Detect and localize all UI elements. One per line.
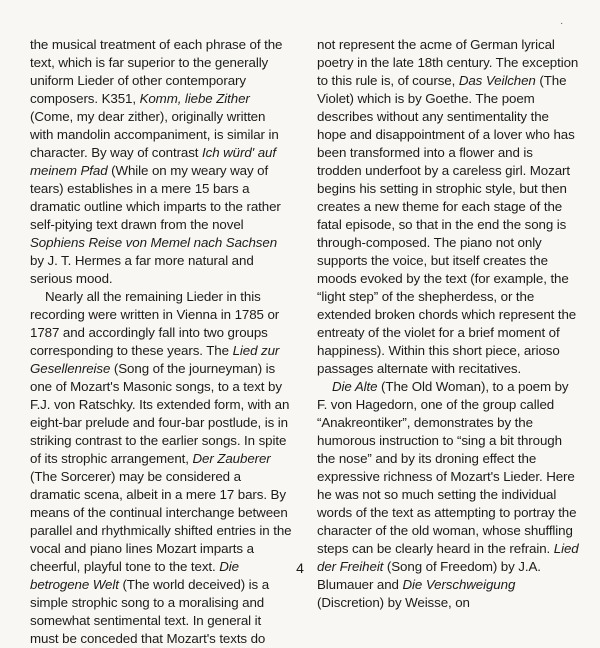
italic-title: Die Alte	[332, 379, 378, 394]
text-run: (While on my weary way of tears) establishes in a mere 15 bars a dramatic outline which imparts to the rather self-pitying text drawn from the novel	[30, 163, 281, 232]
text-run: (Come, my dear zither), originally written with mandolin accompaniment, is similar in character. By way of contrast	[30, 109, 279, 160]
text-run: by J. T. Hermes a far more natural and serious mood.	[30, 253, 254, 286]
text-run: Nearly all the remaining Lieder in this recording were written in Vienna in 1785 or 1787 and accordingly fall into two groups corresponding to these years. The	[30, 289, 280, 358]
text-run: (Song of Freedom) by J.A. Blumauer and	[317, 559, 541, 592]
text-run: (The Violet) which is by Goethe. The poem describes without any sentimentality the hope and disappointment of a lover who has been transformed into a flower and is trodden underfoot by a careless girl. Mozart begins his setting in strophic style, but then creates a new theme for each stage of the fatal episode, so that in the end the song is through-composed. The piano not only supports the voice, but itself creates the moods evoked by the text (for example, the “light step” of the shepherdess, or the extended broken chords which represent the entreaty of the violet for a brief moment of happiness). Within this short piece, arioso passages alternate with recitatives.	[317, 73, 577, 376]
text-run: the musical treatment of each phrase of the text, which is far superior to the generally uniform Lieder of other contemporary composers. K351,	[30, 37, 283, 106]
text-run: (The Old Woman), to a poem by F. von Hagedorn, one of the group called “Anakreontiker”, demonstrates by the humorous instruction to “sing a bit through the nose” and by its droning effect the expressive richness of Mozart's Lieder. Here he was not so much setting the individual words of the text as attempting to portray the character of the old woman, whose shuffling steps can be clearly heard in the refrain.	[317, 379, 577, 556]
paragraph	[30, 288, 292, 648]
paragraph	[30, 36, 292, 288]
text-run: not represent the acme of German lyrical poetry in the late 18th century. The exception to this rule is, of course,	[317, 37, 579, 88]
italic-title: Lied der Freiheit	[317, 541, 579, 574]
italic-title: Der Zauberer	[192, 451, 271, 466]
right-column	[317, 36, 579, 612]
italic-title: Lied zur Gesellenreise	[30, 343, 280, 376]
text-run: (Discretion) by Weisse, on	[317, 595, 470, 610]
italic-title: Komm, liebe Zither	[139, 91, 250, 106]
text-run: (The world deceived) is a simple strophic song to a moralising and somewhat sentimental text. In general it must be conceded that Mozart's texts do	[30, 577, 270, 646]
italic-title: Die Verschweigung	[402, 577, 516, 592]
text-run: (The Sorcerer) may be considered a dramatic scena, albeit in a mere 17 bars. By means of the continual interchange between parallel and rhythmically shifted entries in the vocal and piano lines Mozart imparts a cheerful, playful tone to the text.	[30, 469, 292, 574]
left-column	[30, 36, 292, 648]
italic-title: Die betrogene Welt	[30, 559, 239, 592]
italic-title: Das Veilchen	[458, 73, 536, 88]
italic-title: Sophiens Reise von Memel nach Sachsen	[30, 235, 278, 250]
corner-mark: ·	[560, 18, 564, 29]
page-number: 4	[296, 560, 304, 576]
italic-title: Ich würd' auf meinem Pfad	[30, 145, 276, 178]
text-run: (Song of the journeyman) is one of Mozart's Masonic songs, to a text by F.J. von Ratschky. Its extended form, with an eight-bar prelude and four-bar postlude, is in striking contrast to the earlier songs. In spite of its strophic arrangement,	[30, 361, 290, 466]
paragraph	[317, 36, 579, 378]
paragraph	[317, 378, 579, 612]
